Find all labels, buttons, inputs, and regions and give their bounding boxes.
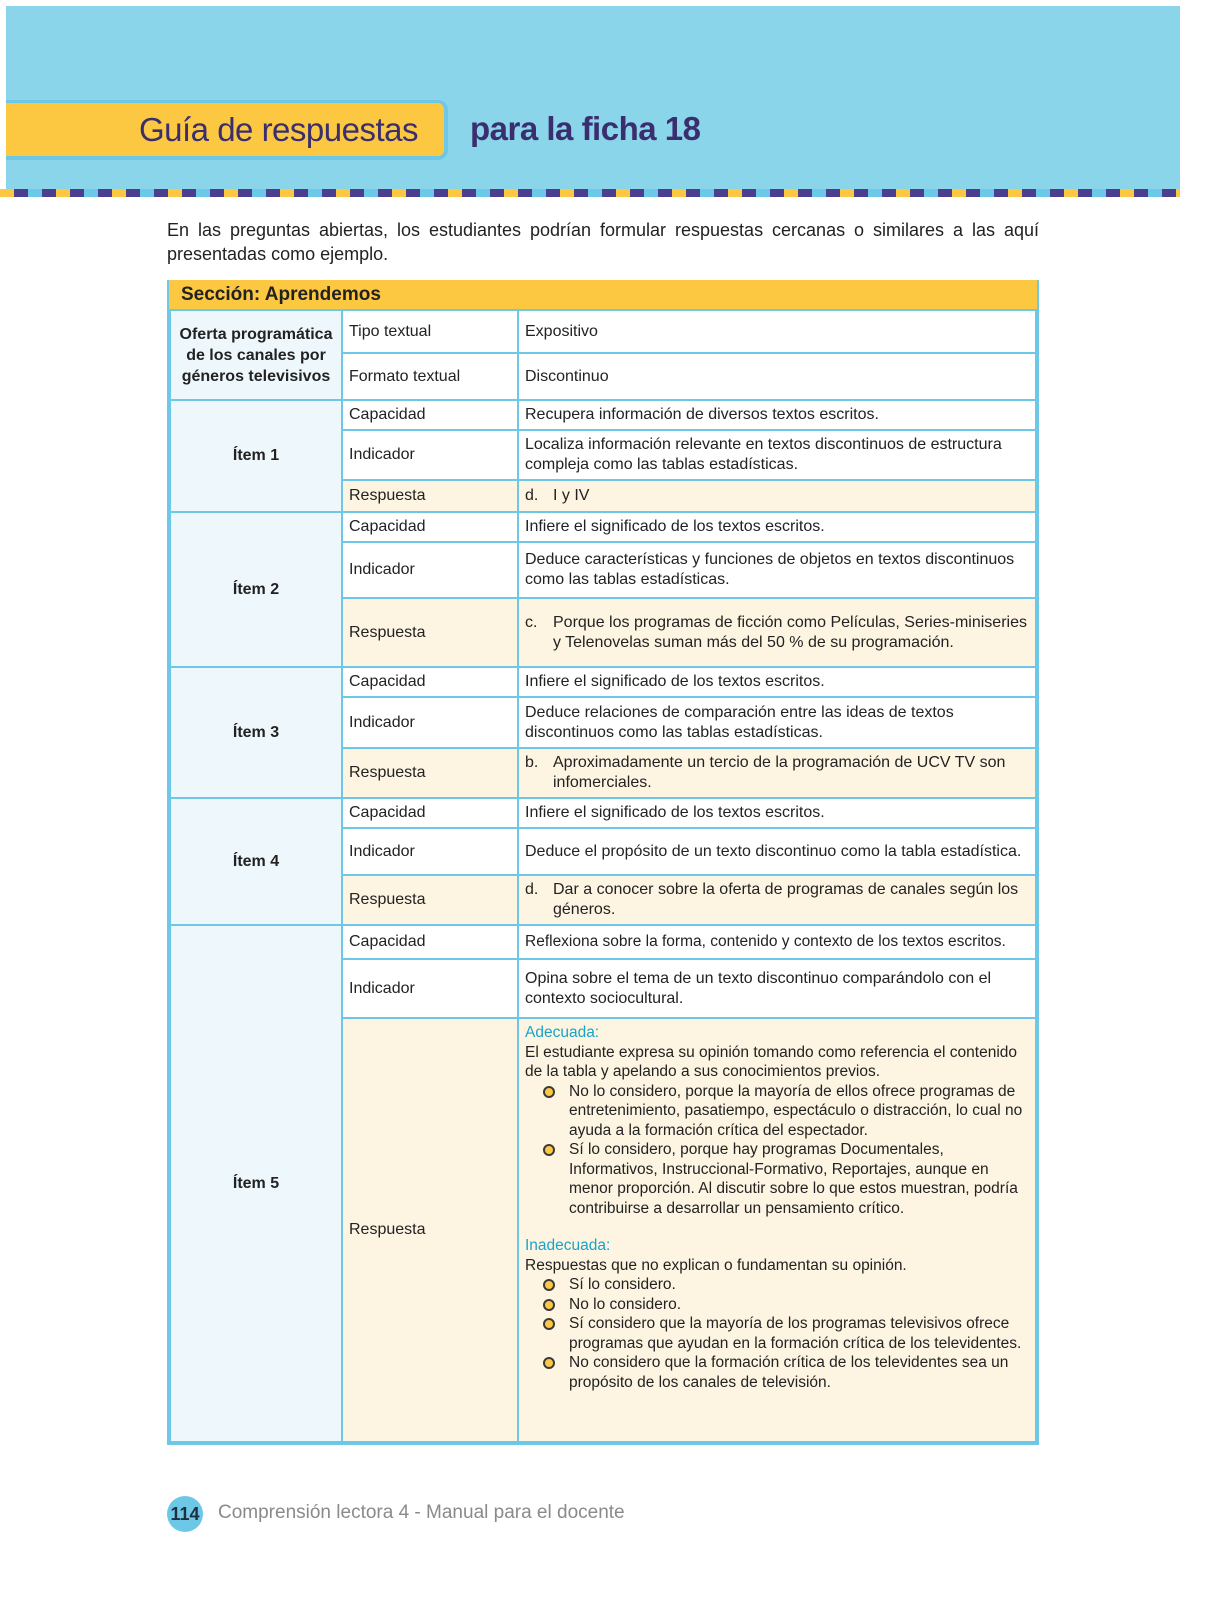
capacidad-value: Infiere el significado de los textos escritos. [518,798,1036,828]
respuesta-label: Respuesta [342,480,518,512]
list-item: No lo considero, porque la mayoría de ellos ofrece programas de entretenimiento, pasatiempo, espectáculo o distracción, lo cual no ayuda a la formación crítica del espectador. [541,1082,1029,1141]
answer-letter: d. [525,487,539,504]
header-band [6,6,1180,189]
respuesta-value [518,598,1036,667]
indicador-value: Deduce relaciones de comparación entre las ideas de textos discontinuos como las tablas estadísticas. [518,697,1036,748]
indicador-value: Deduce características y funciones de objetos en textos discontinuos como las tablas estadísticas. [518,542,1036,598]
tipo-value: Expositivo [518,310,1036,353]
capacidad-value: Infiere el significado de los textos escritos. [518,512,1036,542]
respuesta-value [518,748,1036,798]
respuesta-label: Respuesta [342,875,518,925]
inadecuada-text: Respuestas que no explican o fundamentan su opinión. [525,1256,907,1274]
intro-paragraph: En las preguntas abiertas, los estudiantes podrían formular respuestas cercanas o similares a las aquí presentadas como ejemplo. [167,220,1039,264]
indicador-value: Localiza información relevante en textos discontinuos de estructura compleja como las tablas estadísticas. [518,430,1036,480]
inadecuada-label: Inadecuada: [525,1237,611,1254]
item-label: Ítem 1 [170,400,342,512]
respuesta-label: Respuesta [342,598,518,667]
respuesta-label: Respuesta [342,748,518,798]
indicador-label: Indicador [342,959,518,1018]
title-tab [6,100,448,160]
title-part2: para la ficha 18 [470,110,701,147]
indicador-value: Deduce el propósito de un texto discontinuo como la tabla estadística. [518,828,1036,875]
item-label: Ítem 3 [170,667,342,798]
indicador-value: Opina sobre el tema de un texto discontinuo comparándolo con el contexto sociocultural. [518,959,1036,1018]
answer-text: Aproximadamente un tercio de la programación de UCV TV son infomerciales. [553,754,1006,791]
answer-text: Dar a conocer sobre la oferta de programas de canales según los géneros. [553,881,1019,918]
capacidad-label: Capacidad [342,798,518,828]
decorative-stripe [0,189,1180,197]
respuesta-label: Respuesta [342,1018,518,1442]
answer-text: I y IV [553,487,590,504]
answer-letter: b. [525,754,539,771]
title-part1: Guía de respuestas [138,111,418,148]
list-item: Sí lo considero, porque hay programas Documentales, Informativos, Instruccional-Formativo, Reportajes, aunque en menor proporción. Al discutir sobre lo que estos muestran, podría contribuirse a desarrollar un pensamiento crítico. [541,1140,1029,1218]
formato-value: Discontinuo [518,353,1036,400]
list-item: No lo considero. [541,1295,1029,1315]
indicador-label: Indicador [342,430,518,480]
respuesta-value [518,875,1036,925]
section-header: Sección: Aprendemos [169,280,1037,309]
item-label: Ítem 2 [170,512,342,667]
answer-table [167,280,1039,1445]
item-label: Ítem 5 [170,925,342,1442]
adecuada-list [525,1082,1029,1219]
capacidad-value: Reflexiona sobre la forma, contenido y contexto de los textos escritos. [518,925,1036,959]
list-item: Sí lo considero. [541,1275,1029,1295]
text-title-cell: Oferta programática de los canales por géneros televisivos [170,310,342,400]
indicador-label: Indicador [342,828,518,875]
capacidad-value: Infiere el significado de los textos escritos. [518,667,1036,697]
page-number: 114 [167,1496,203,1532]
answer-text: Porque los programas de ficción como Películas, Series-miniseries y Telenovelas suman más del 50 % de su programación. [553,613,1027,651]
capacidad-label: Capacidad [342,925,518,959]
inadecuada-list [525,1275,1029,1392]
capacidad-label: Capacidad [342,512,518,542]
indicador-label: Indicador [342,542,518,598]
tipo-label: Tipo textual [342,310,518,353]
item-label: Ítem 4 [170,798,342,925]
adecuada-text: El estudiante expresa su opinión tomando como referencia el contenido de la tabla y apelando a sus conocimientos previos. [525,1043,1018,1080]
capacidad-value: Recupera información de diversos textos escritos. [518,400,1036,430]
formato-label: Formato textual [342,353,518,400]
answer-letter: c. [525,613,538,631]
indicador-label: Indicador [342,697,518,748]
respuesta-value [518,480,1036,512]
adecuada-label: Adecuada: [525,1024,600,1041]
list-item: No considero que la formación crítica de los televidentes sea un propósito de los canales de televisión. [541,1353,1029,1392]
capacidad-label: Capacidad [342,667,518,697]
capacidad-label: Capacidad [342,400,518,430]
answer-letter: d. [525,881,539,898]
list-item: Sí considero que la mayoría de los programas televisivos ofrece programas que ayudan en la formación crítica de los televidentes. [541,1314,1029,1353]
footer-text: Comprensión lectora 4 - Manual para el docente [218,1502,625,1523]
respuesta-value [518,1018,1036,1442]
